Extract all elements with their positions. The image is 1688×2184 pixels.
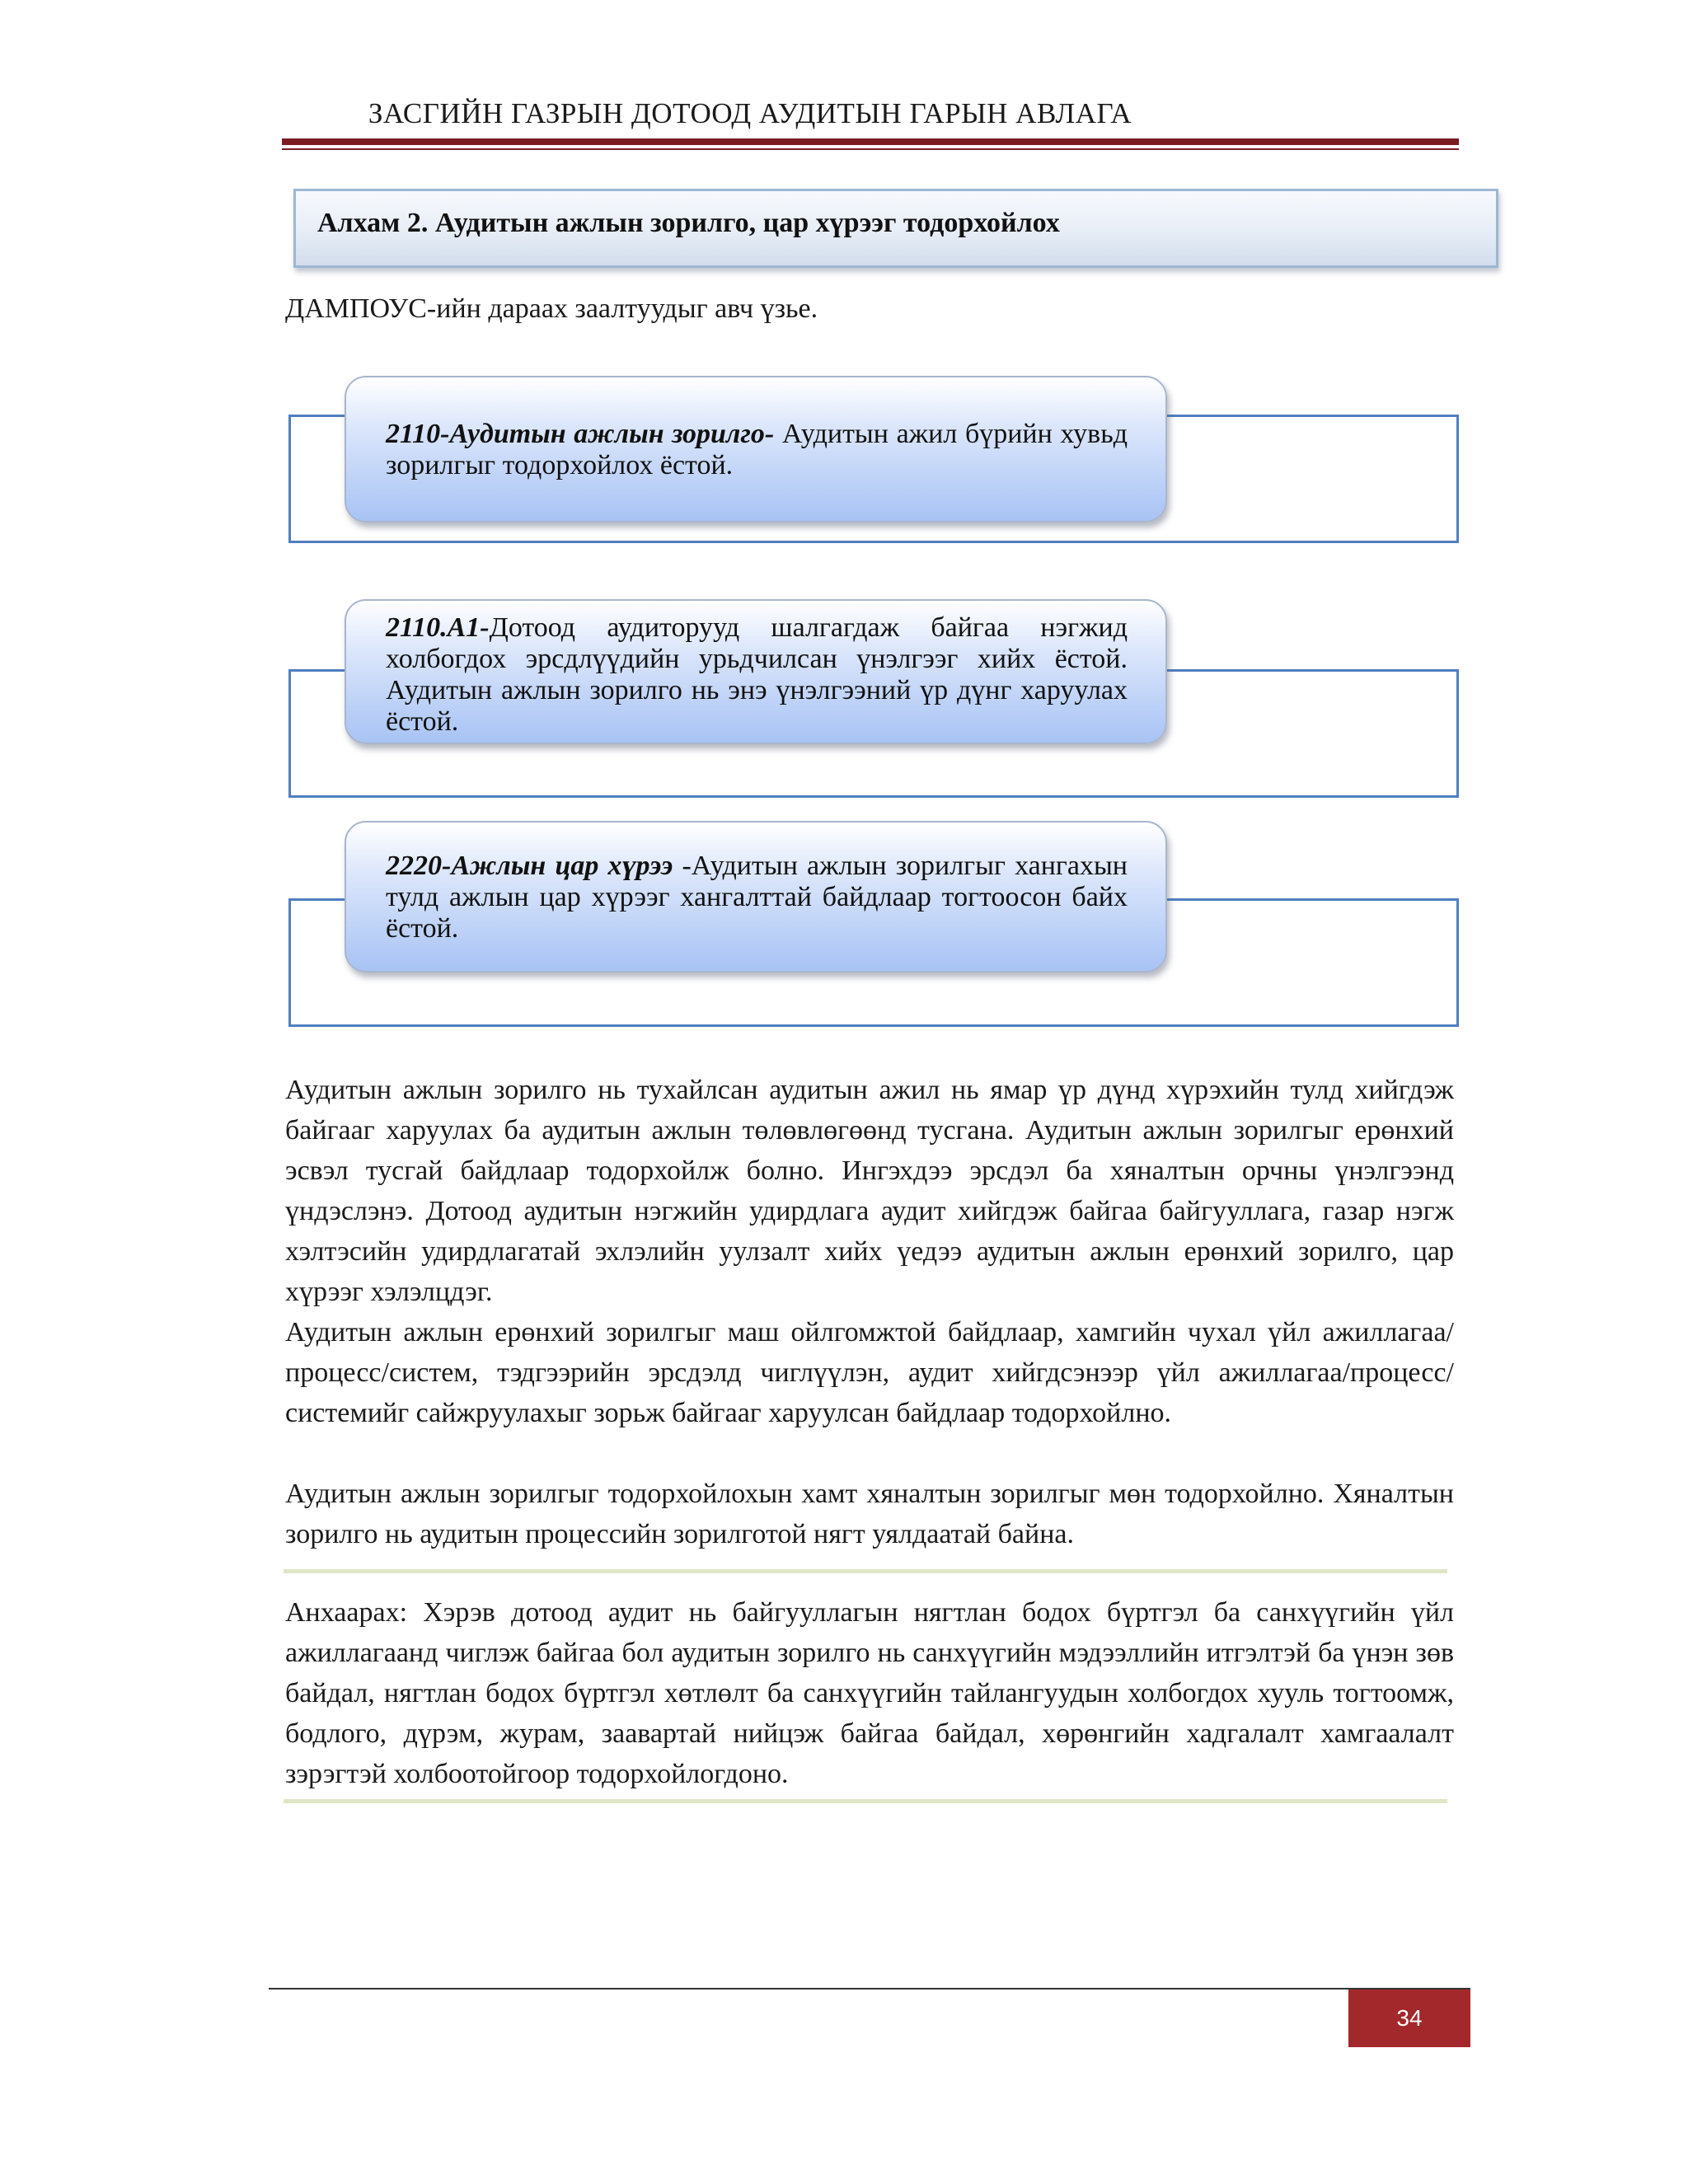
page-number: 34 [1348,1990,1470,2047]
standard-code: 2110.А1- [386,612,490,643]
standard-text: -Аудитын ажлын зорилгыг хангахын тулд ажлын цар хүрээг хангалттай байдлаар тогтоосон байх ёстой. [386,851,1128,944]
body-paragraph-1: Аудитын ажлын зорилго нь тухайлсан аудитын ажил нь ямар үр дүнд хүрэхийн тулд хийгдэж байгааг харуулах ба аудитын ажлын төлөвлөгөөнд тусгана. Аудитын ажлын зорилгыг ерөнхий эсвэл тусгай байдлаар тодорхойлж болно. Ингэхдээ эрсдэл ба хяналтын орчны үнэлгээнд үндэслэнэ. Дотоод аудитын нэгжийн удирдлага аудит хийгдэж байгаа байгууллага, газар нэгж хэлтэсийн удирдлагатай эхлэлийн уулзалт хийх үедээ аудитын ажлын ерөнхий зорилго, цар хүрээг хэлэлцдэг. [285,1075,1454,1307]
note-text: Анхаарах: Хэрэв дотоод аудит нь байгууллагын нягтлан бодох бүртгэл ба санхүүгийн үйл ажиллагаанд чиглэж байгаа бол аудитын зорилго нь санхүүгийн мэдээллийн итгэлтэй ба үнэн зөв байдал, нягтлан бодох бүртгэл хөтлөлт ба санхүүгийн тайлангуудын холбогдох хууль тогтоомж, бодлого, дүрэм, журам, заавартай нийцэж байгаа байдал, хөрөнгийн хадгалалт хамгаалалт зэрэгтэй холбоотойгоор тодорхойлогдоно. [285,1597,1454,1789]
standard-text: Аудитын ажил бүрийн хувьд зорилгыг тодорхойлох ёстой. [386,419,1128,480]
standard-text: Дотоод аудиторууд шалгагдаж байгаа нэгжид холбогдох эрсдлүүдийн урьдчилсан үнэлгээг хийх ёстой. Аудитын ажлын зорилго нь энэ үнэлгээний үр дүнг харуулах ёстой. [386,612,1128,737]
header-rule-thin [282,148,1459,150]
footer-rule [269,1988,1470,1990]
body-paragraph-3: Аудитын ажлын зорилгыг тодорхойлохын хамт хяналтын зорилгыг мөн тодорхойлно. Хяналтын зорилго нь аудитын процессийн зорилготой нягт уялдаатай байна. [285,1479,1454,1549]
note-top-rule [284,1569,1447,1573]
standard-code: 2110-Аудитын ажлын зорилго- [386,419,775,449]
note-bottom-rule [284,1799,1447,1803]
intro-text: ДАМПОУС-ийн дараах заалтуудыг авч үзье. [285,293,818,324]
standard-card-2 [345,599,1167,744]
standard-code: 2220-Ажлын цар хүрээ [386,851,673,881]
page-header-title: ЗАСГИЙН ГАЗРЫН ДОТООД АУДИТЫН ГАРЫН АВЛАГА [368,97,1132,129]
header-rule [282,138,1459,145]
standard-card-1 [345,376,1167,523]
body-paragraph-2: Аудитын ажлын ерөнхий зорилгыг маш ойлгомжтой байдлаар, хамгийн чухал үйл ажиллагаа/процесс/систем, тэдгээрийн эрсдэлд чиглүүлэн, аудит хийгдсэнээр үйл ажиллагаа/процесс/системийг сайжруулахыг зорьж байгааг харуулсан байдлаар тодорхойлно. [285,1317,1454,1428]
step-heading-box [293,189,1498,268]
step-heading: Алхам 2. Аудитын ажлын зорилго, цар хүрээг тодорхойлох [317,208,1060,238]
standard-card-3 [345,821,1167,972]
